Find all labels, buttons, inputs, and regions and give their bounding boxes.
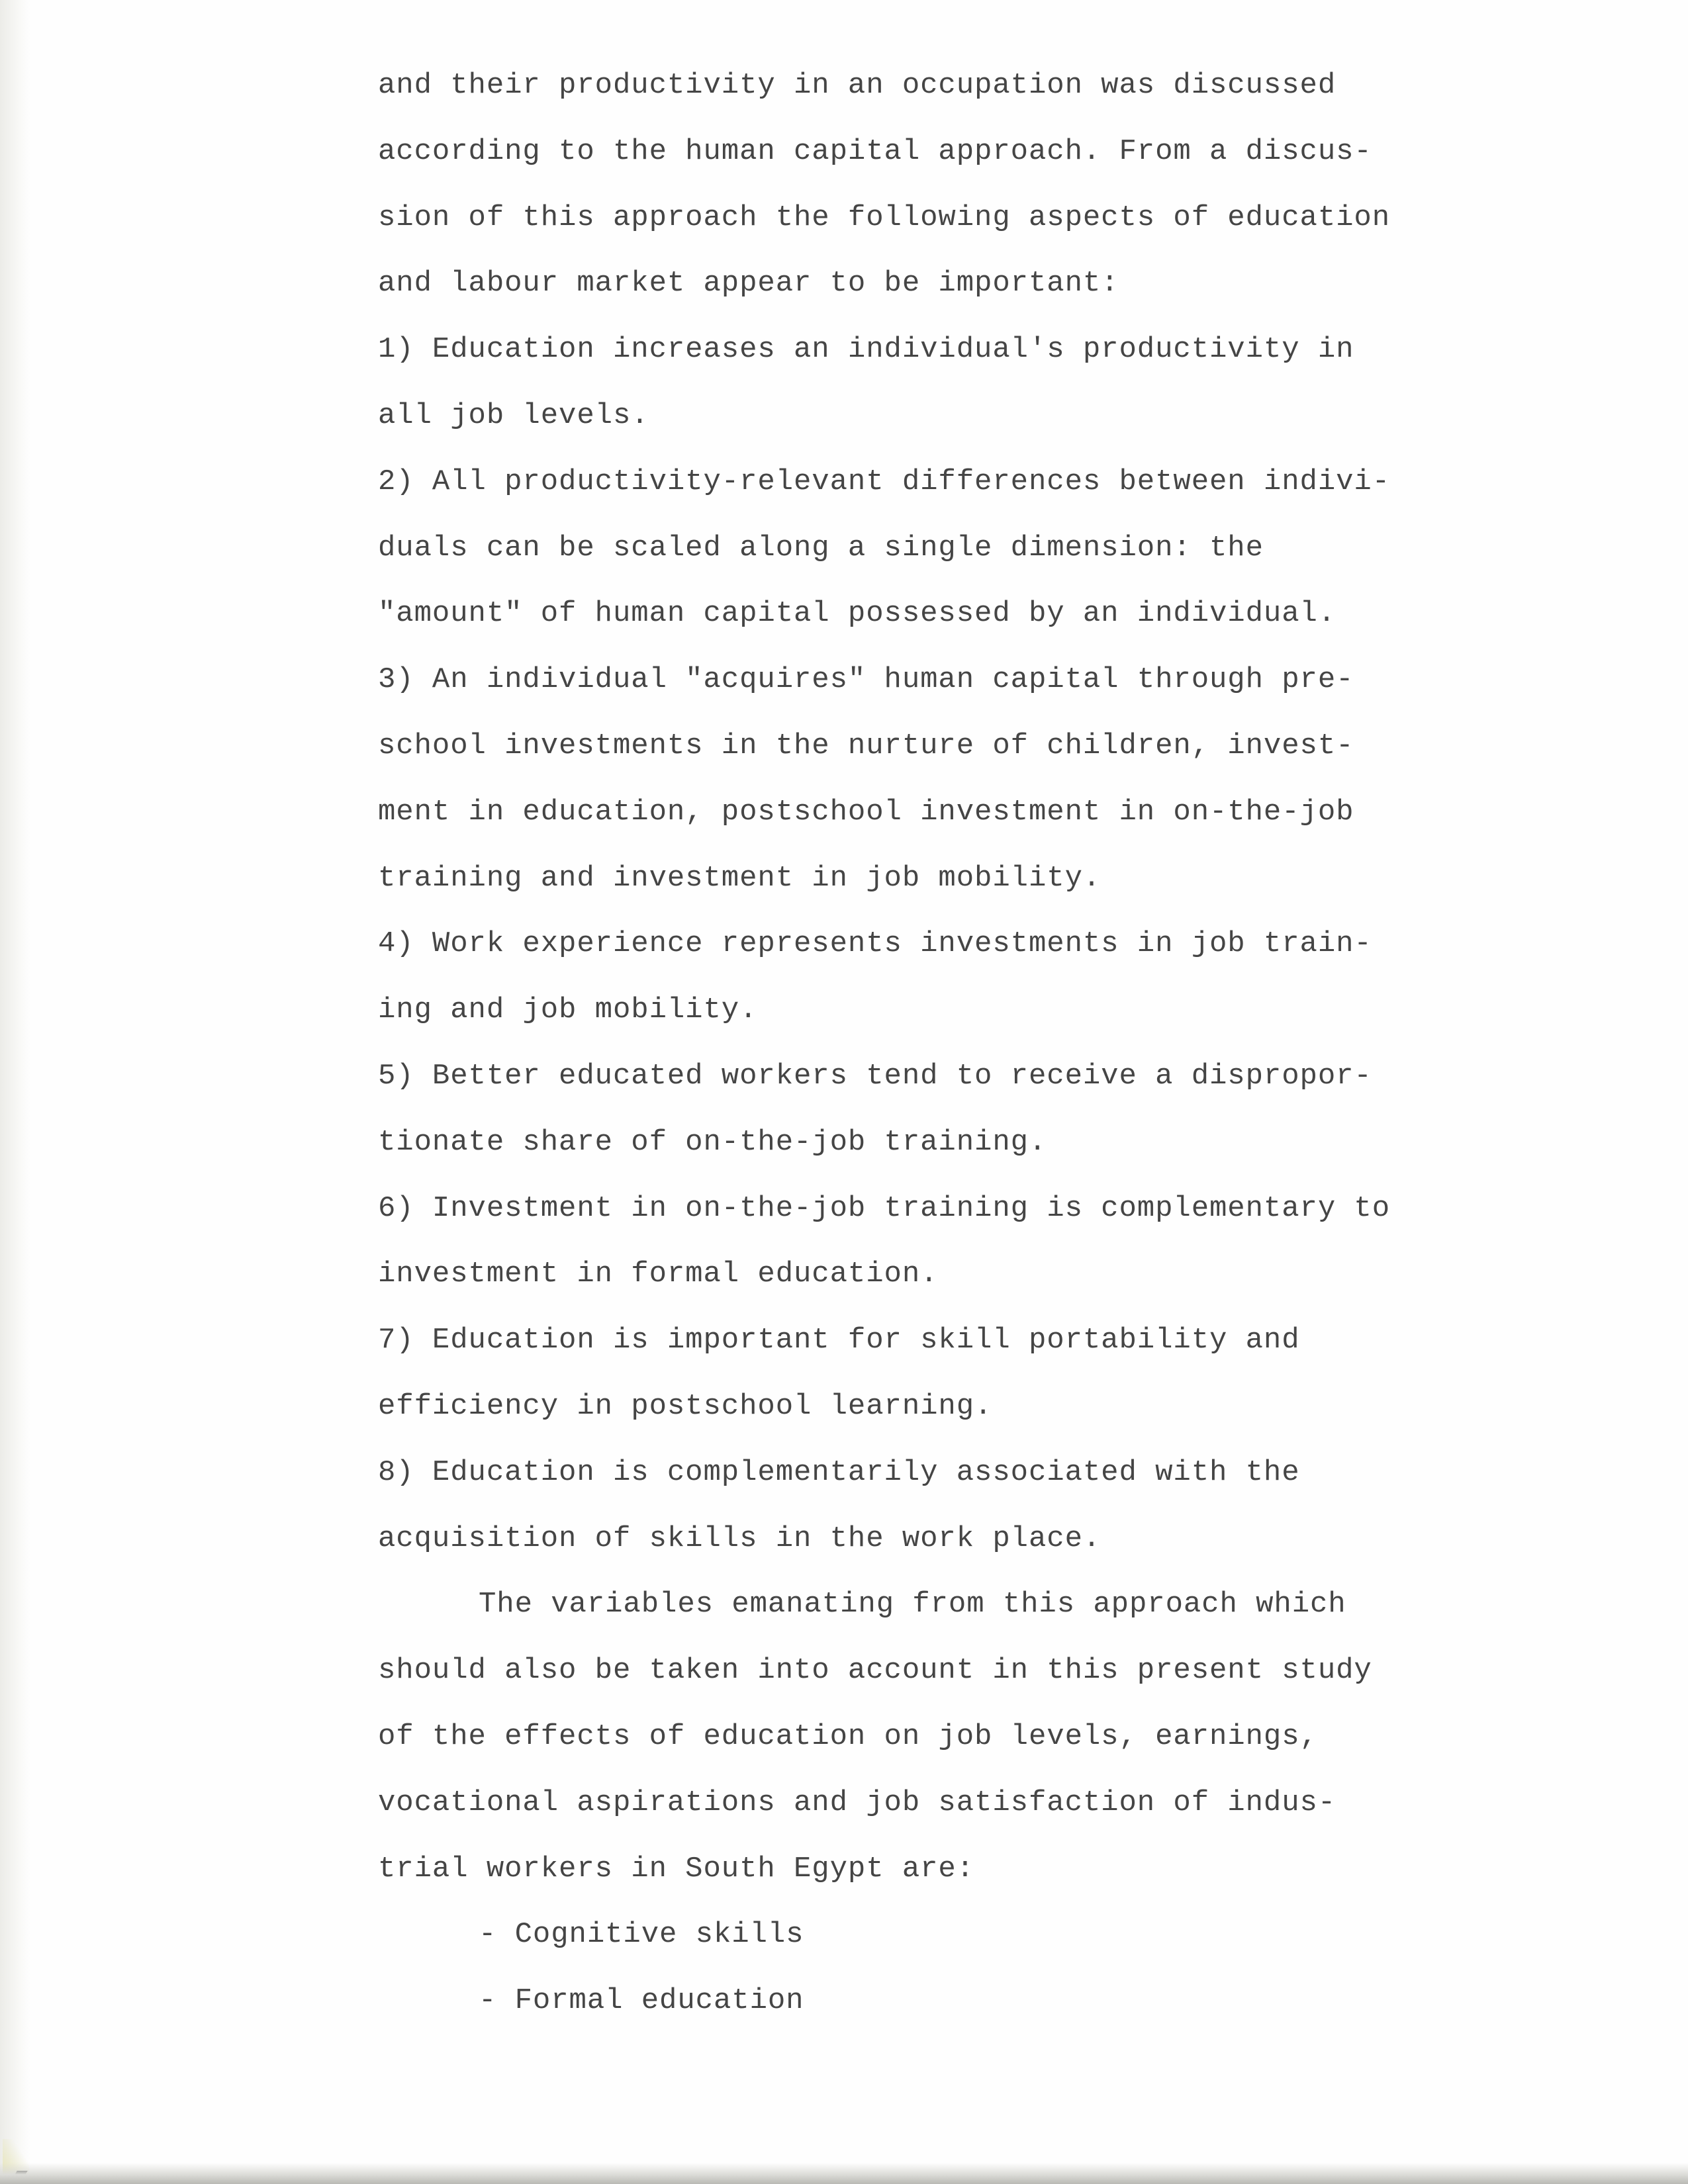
list-item-5: 5) Better educated workers tend to receive a dispropor- [378, 1059, 1372, 1093]
text-line: trial workers in South Egypt are: [378, 1852, 975, 1886]
list-item-2: 2) All productivity-relevant differences between indivi- [378, 465, 1391, 498]
text-line: investment in formal education. [378, 1257, 939, 1291]
text-line: duals can be scaled along a single dimension: the [378, 531, 1264, 565]
list-item-6: 6) Investment in on-the-job training is complementary to [378, 1191, 1391, 1225]
text-line: school investments in the nurture of children, invest- [378, 729, 1354, 762]
paragraph-start: The variables emanating from this approach which [479, 1588, 1346, 1621]
text-line: and labour market appear to be important: [378, 267, 1119, 300]
bullet-item-formal-education: - Formal education [479, 1984, 804, 2018]
bullet-item-cognitive-skills: - Cognitive skills [479, 1918, 804, 1952]
text-line: according to the human capital approach. From a discus- [378, 134, 1372, 168]
text-line: tionate share of on-the-job training. [378, 1125, 1047, 1159]
text-line: efficiency in postschool learning. [378, 1389, 993, 1423]
text-line: acquisition of skills in the work place. [378, 1522, 1102, 1555]
document-text [378, 53, 1517, 2034]
text-line: sion of this approach the following aspects of education [378, 201, 1391, 234]
text-line: ment in education, postschool investment in on-the-job [378, 795, 1354, 829]
list-item-8: 8) Education is complementarily associated with the [378, 1455, 1300, 1489]
text-line: "amount" of human capital possessed by an individual. [378, 597, 1336, 631]
text-line: training and investment in job mobility. [378, 861, 1102, 895]
text-line: all job levels. [378, 398, 649, 432]
text-line: and their productivity in an occupation was discussed [378, 69, 1336, 102]
text-line: should also be taken into account in this present study [378, 1654, 1372, 1688]
list-item-7: 7) Education is important for skill portability and [378, 1324, 1300, 1357]
text-line: of the effects of education on job levels, earnings, [378, 1719, 1318, 1753]
text-line: vocational aspirations and job satisfaction of indus- [378, 1786, 1336, 1819]
list-item-1: 1) Education increases an individual's productivity in [378, 333, 1354, 367]
scan-bottom-edge-shadow [0, 2163, 1688, 2184]
list-item-3: 3) An individual "acquires" human capital through pre- [378, 663, 1354, 697]
text-line: ing and job mobility. [378, 993, 758, 1027]
list-item-4: 4) Work experience represents investments in job train- [378, 927, 1372, 961]
scan-left-edge-shadow [0, 0, 30, 2184]
